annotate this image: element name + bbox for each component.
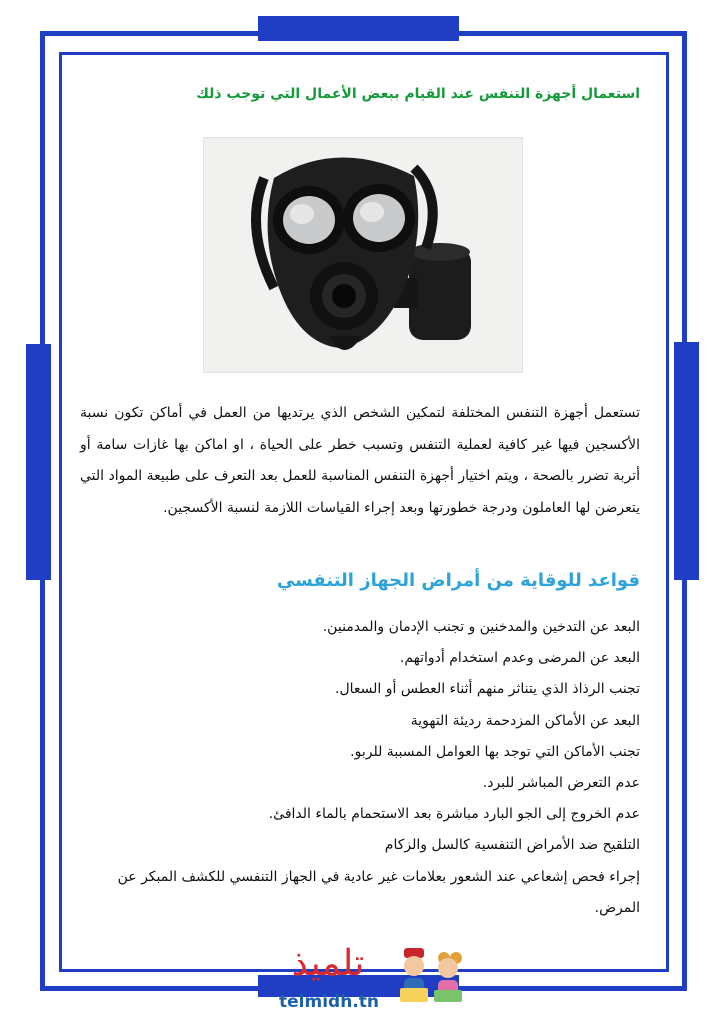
rule-item: تجنب الأماكن التي توجد بها العوامل المسببة للربو.: [350, 743, 640, 760]
logo-arabic-text: تلميذ: [291, 943, 365, 984]
rule-item: إجراء فحص إشعاعي عند الشعور بعلامات غير عادية في الجهاز التنفسي للكشف المبكر عن المرض.: [117, 868, 640, 916]
students-reading-icon: [396, 944, 464, 1016]
rule-item: عدم الخروج إلى الجو البارد مباشرة بعد الاستحمام بالماء الدافئ.: [268, 806, 640, 823]
prevention-rules-list: [80, 612, 640, 924]
gas-mask-icon: [204, 138, 522, 372]
gas-mask-photo: [204, 138, 522, 372]
section-title: قواعد للوقاية من أمراض الجهاز التنفسي: [276, 570, 640, 591]
rule-item: عدم التعرض المباشر للبرد.: [482, 774, 640, 791]
logo-latin-text: telmidh.tn: [279, 992, 379, 1012]
rule-item: التلقيح ضد الأمراض التنفسية كالسل والزكام: [384, 837, 640, 854]
rule-item: البعد عن التدخين والمدخنين و تجنب الإدمان والمدمنين.: [322, 619, 640, 635]
page-heading: استعمال أجهزة التنفس عند القيام ببعض الأعمال التي توجب ذلك: [196, 86, 640, 102]
rule-item: البعد عن المرضى وعدم استخدام أدواتهم.: [399, 650, 640, 667]
intro-paragraph: تستعمل أجهزة التنفس المختلفة لتمكين الشخص الذي يرتديها من العمل في أماكن تكون نسبة الأكسجين فيها غير كافية لعملية التنفس وتسبب خطر على الحياة ، او اماكن بها غازات سامة أو أتربة تضرر بالصحة ، ويتم اختيار أجهزة التنفس المناسبة للعمل بعد التعرف على طبيعة المواد التي يتعرضن لها العاملون ودرجة خطورتها وبعد إجراء القياسات اللازمة لنسبة الأكسجين.: [80, 405, 640, 516]
rule-item: البعد عن الأماكن المزدحمة رديئة التهوية: [410, 712, 640, 729]
rule-item: تجنب الرذاذ الذي يتناثر منهم أثناء العطس أو السعال.: [335, 681, 640, 698]
site-logo[interactable]: [262, 940, 466, 1020]
frame-tab-left: [26, 344, 51, 580]
frame-tab-right: [674, 342, 699, 580]
frame-tab-top: [258, 16, 459, 41]
